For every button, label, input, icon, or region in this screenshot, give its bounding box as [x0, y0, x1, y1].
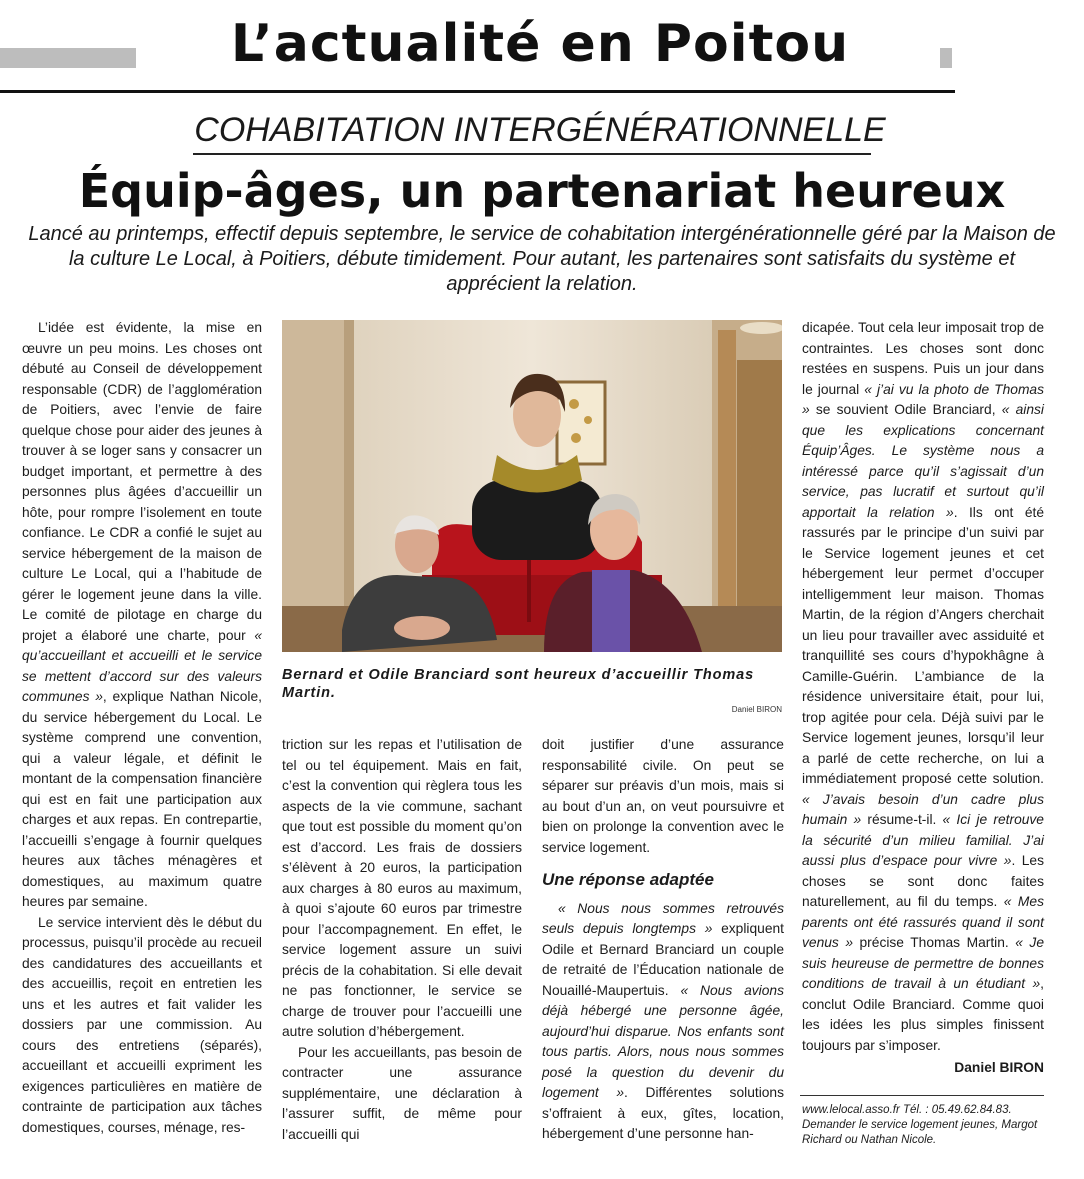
footnote-rule — [800, 1095, 1044, 1096]
photo-caption: Bernard et Odile Branciard sont heureux d’accueillir Thomas Martin. — [282, 667, 755, 701]
paragraph: Le service intervient dès le début du processus, puisqu’il procède au recueil des candidatures des accueillants et des accueillis, reçoit en entretien les uns et les autres et fait valider les dossiers par une commission. Au cours des entretiens (séparés), accueillant et accueilli expriment les exigences particulières en matière de contrainte de participation aux tâches domestiques, courses, ménage, res- — [22, 914, 262, 1135]
quote: « Nous nous sommes retrouvés seuls depuis longtemps » — [542, 900, 784, 936]
paragraph: L’idée est évidente, la mise en œuvre un peu moins. Les choses ont débuté au Conseil de développement responsable (CDR) de l’agglomération de Poitiers, avec l’envie de faire quelque chose pour aider des jeunes à trouver à se loger sans y consacrer un budget important, et permettre à des personnes plus âgées d’accueillir un hôte, pour rompre l’isolement en toute confiance. Le CDR a confié le sujet au service hébergement de la maison de culture Le Local, qui a l’habitude de gérer le logement jeune dans la ville. Le comité de pilotage en charge du projet a élaboré une charte, pour « qu’accueillant et accueilli et le service se mettent d’accord sur des valeurs communes », explique Nathan Nicole, du service hébergement du Local. Le système comprend une convention, qui a valeur légale, et définit le montant de la compensation financière qui est en fait une participation aux charges et aux repas. En contrepartie, l’accueilli s’engage à fournir quelques heures aux tâches ménagères et domestiques, au maximum quatre heures par semaine. — [22, 320, 262, 909]
paragraph: triction sur les repas et l’utilisation de tel ou tel équipement. Mais en fait, c’est la convention qui règlera tous les aspects de la vie commune, sachant que tout est possible du moment qu’on est d’accord. Les frais de dossiers s’élèvent à 20 euros, la participation aux charges à 80 euros au maximum, à quoi s’ajoute 60 euros par trimestre pour l’accompagnement. En effet, le service logement assure un suivi précis de la cohabitation. Si elle devait ne pas fonctionner, le service se charge de trouver pour l’accueilli une autre solution d’hébergement. — [282, 737, 522, 1039]
article-column-4 — [802, 318, 1044, 1079]
photo-illustration — [282, 320, 782, 652]
contact-footnote: www.lelocal.asso.fr Tél. : 05.49.62.84.83. Demander le service logement jeunes, Margot Richard ou Nathan Nicole. — [802, 1104, 1038, 1146]
masthead-title: L’actualité en Poitou — [230, 14, 850, 74]
article-column-3 — [542, 735, 784, 1145]
article-standfirst: Lancé au printemps, effectif depuis septembre, le service de cohabitation intergénérationnelle géré par la Maison de la culture Le Local, à Poitiers, débute timidement. Pour autant, les partenaires sont satisfaits du système et apprécient la relation. — [28, 223, 1056, 295]
quote: « Nous avions déjà hébergé une personne âgée, aujourd’hui disparue. Nos enfants sont tous partis. Alors, nous nous sommes posé la question du devenir du logement » — [542, 982, 784, 1100]
quote: « qu’accueillant et accueilli et le service se mettent d’accord sur des valeurs communes » — [22, 627, 262, 704]
paragraph: dicapée. Tout cela leur imposait trop de contraintes. Les choses sont donc restées en suspens. Puis un jour dans le journal « j’ai vu la photo de Thomas » se souvient Odile Branciard, « ainsi que les explications concernant Équip’Âges. Le système nous a intéressé parce qu’il s’agissait d’un service, pas lucratif et surtout qu’il apportait la relation ». Ils ont été rassurés par le principe d’un suivi par le Service logement jeunes et cet hébergement leur permet d’occuper intelligemment leur maison. Thomas Martin, de la région d’Angers cherchait un lieu pour travailler avec assiduité et tranquillité ses cours d’hypokhâgne à Camille-Guérin. L’ambiance de la résidence universitaire était, pour lui, trop agitée pour cela. Déjà suivi par le Service logement jeunes, lorsqu’il leur a parlé de cette recherche, on lui a immédiatement proposé cette solution. « J’avais besoin d’un cadre plus humain » résume-t-il. « Ici je retrouve la sécurité d’un milieu familial. J’ai aussi plus d’espace pour vivre ». Les choses se sont donc faites naturellement, au fil du temps. « Mes parents ont été rassurés quand il sont venus » précise Thomas Martin. « Je suis heureuse de permettre de bonnes conditions de travail à un étudiant », conclut Odile Branciard. Comme quoi les idées les plus simples finissent toujours par s’imposer. — [802, 320, 1045, 1053]
masthead-bar-left — [0, 48, 136, 68]
quote: « Ici je retrouve la sécurité d’un milieu familial. J’ai aussi plus d’espace pour vivre » — [802, 812, 1044, 868]
paragraph: « Nous nous sommes retrouvés seuls depuis longtemps » expliquent Odile et Bernard Branciard un couple de retraité de l’Éducation nationale de Nouaillé-Maupertuis. « Nous avions déjà hébergé une personne âgée, aujourd’hui disparue. Nos enfants sont tous partis. Alors, nous nous sommes posé la question du devenir du logement ». Différentes solutions s’offraient à eux, gîtes, location, hébergement d’une personne han- — [542, 900, 785, 1141]
quote: « ainsi que les explications concernant Équip’Âges. Le système nous a intéressé parce qu’il s’agissait d’un service, pas lucratif et surtout qu’il apportait la relation » — [802, 402, 1044, 520]
paragraph: doit justifier d’une assurance responsabilité civile. On peut se séparer sur préavis d’un mois, mais si au bout d’un an, on veut poursuivre et bien on prolonge la convention avec le service logement. — [542, 737, 784, 855]
article-rubric: COHABITATION INTERGÉNÉRATIONNELLE — [194, 111, 886, 149]
masthead-bar-right — [940, 48, 952, 68]
masthead-rule — [0, 90, 955, 93]
article-headline: Équip-âges, un partenariat heureux — [78, 164, 1006, 218]
article-column-1 — [22, 318, 262, 1138]
quote: « Mes parents ont été rassurés quand il sont venus » — [802, 894, 1044, 950]
quote: « j’ai vu la photo de Thomas » — [802, 381, 1045, 417]
article-column-2 — [282, 735, 522, 1145]
paragraph: Pour les accueillants, pas besoin de contracter une assurance supplémentaire, une déclaration à l’assurer suffit, de même pour l’accueilli qui — [282, 1044, 522, 1142]
author-signature: Daniel BIRON — [954, 1060, 1044, 1075]
quote: « J’avais besoin d’un cadre plus humain » — [802, 791, 1044, 827]
rubric-underline — [193, 153, 871, 155]
subheading: Une réponse adaptée — [542, 870, 714, 889]
quote: « Je suis heureuse de permettre de bonnes conditions de travail à un étudiant » — [802, 935, 1044, 991]
article-photo — [282, 320, 782, 652]
photo-credit: Daniel BIRON — [731, 705, 782, 714]
